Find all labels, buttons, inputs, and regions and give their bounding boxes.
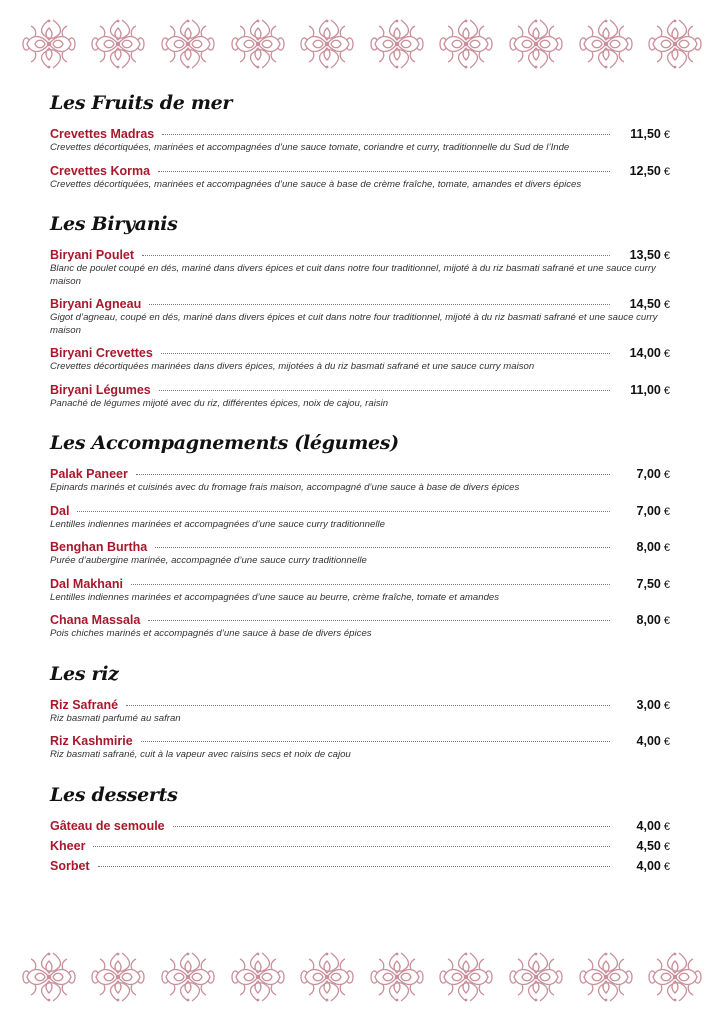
ornament-icon xyxy=(369,951,425,1003)
ornament-icon xyxy=(369,18,425,70)
item-name: Benghan Burtha xyxy=(50,540,148,554)
menu-item xyxy=(50,504,670,532)
item-description: Gigot d’agneau, coupé en dés, mariné dans divers épices et cuit dans notre four traditionnel, mijoté à du riz basmati safrané et une sauce curry maison xyxy=(50,312,658,336)
ornament-icon xyxy=(438,951,494,1003)
item-price: 4,00 € xyxy=(636,734,670,748)
ornament-icon xyxy=(21,951,77,1003)
leader-dots xyxy=(126,704,610,706)
ornament-icon xyxy=(90,18,146,70)
leader-dots xyxy=(148,619,610,621)
leader-dots xyxy=(131,583,610,585)
item-name: Gâteau de semoule xyxy=(50,818,165,833)
ornament-icon xyxy=(508,951,564,1003)
section-accompagnements xyxy=(50,432,670,641)
leader-dots xyxy=(173,825,610,827)
menu-item xyxy=(50,127,670,155)
menu-item xyxy=(50,540,670,568)
ornament-icon xyxy=(230,951,286,1003)
ornament-icon xyxy=(90,951,146,1003)
ornament-icon xyxy=(438,18,494,70)
section-title: Les riz xyxy=(50,662,119,685)
menu-item xyxy=(50,467,670,495)
leader-dots xyxy=(158,170,610,172)
item-description: Crevettes décortiquées, marinées et accompagnées d’une sauce à base de crème fraîche, tomate, amandes et divers épices xyxy=(50,178,582,190)
item-name: Biryani Crevettes xyxy=(50,346,153,360)
bottom-ornament-border xyxy=(0,951,724,1003)
item-name: Biryani Légumes xyxy=(50,382,151,397)
item-name: Palak Paneer xyxy=(50,467,128,481)
item-description: Epinards marinés et cuisinés avec du fromage frais maison, accompagné d’une sauce à base de divers épices xyxy=(50,482,520,493)
ornament-icon xyxy=(647,18,703,70)
leader-dots xyxy=(142,254,610,256)
leader-dots xyxy=(155,546,610,548)
menu-item xyxy=(50,613,670,641)
item-name: Chana Massala xyxy=(50,613,141,627)
leader-dots xyxy=(98,865,610,867)
leader-dots xyxy=(161,352,610,354)
item-name: Crevettes Madras xyxy=(50,127,155,141)
item-name: Sorbet xyxy=(50,858,90,873)
section-desserts xyxy=(50,784,670,873)
item-price: 7,00 € xyxy=(636,467,670,481)
item-name: Riz Safrané xyxy=(50,697,119,712)
menu-item xyxy=(50,839,670,853)
leader-dots xyxy=(77,510,610,512)
item-price: 12,50 € xyxy=(629,163,670,178)
item-description: Lentilles indiennes marinées et accompagnées d’une sauce curry traditionnelle xyxy=(50,518,385,530)
ornament-icon xyxy=(230,18,286,70)
ornament-icon xyxy=(508,18,564,70)
item-description: Riz basmati parfumé au safran xyxy=(50,712,181,724)
leader-dots xyxy=(136,473,610,475)
item-price: 11,50 € xyxy=(630,127,670,141)
item-name: Biryani Poulet xyxy=(50,248,135,262)
menu-item xyxy=(50,577,670,605)
section-riz xyxy=(50,663,670,762)
ornament-icon xyxy=(21,18,77,70)
item-description: Pois chiches marinés et accompagnés d’une sauce à base de divers épices xyxy=(50,628,372,639)
menu-item xyxy=(50,698,670,726)
item-price: 7,50 € xyxy=(636,576,670,591)
ornament-icon xyxy=(647,951,703,1003)
item-description: Blanc de poulet coupé en dés, mariné dans divers épices et cuit dans notre four traditionnel, mijoté à du riz basmati safrané et une sauce curry maison xyxy=(50,263,656,287)
item-description: Panaché de légumes mijoté avec du riz, différentes épices, noix de cajou, raisin xyxy=(50,397,389,409)
leader-dots xyxy=(93,845,610,847)
item-description: Riz basmati safrané, cuit à la vapeur avec raisins secs et noix de cajou xyxy=(50,749,351,760)
menu-item xyxy=(50,859,670,873)
item-name: Dal xyxy=(50,503,70,518)
leader-dots xyxy=(149,303,610,305)
section-biryanis xyxy=(50,213,670,410)
item-price: 3,00 € xyxy=(636,697,670,712)
ornament-icon xyxy=(578,18,634,70)
leader-dots xyxy=(159,389,610,391)
item-description: Crevettes décortiquées, marinées et accompagnées d’une sauce tomate, coriandre et curry, traditionnelle du Sud de l’Inde xyxy=(50,142,570,153)
section-title: Les desserts xyxy=(50,783,178,806)
item-description: Crevettes décortiquées marinées dans divers épices, mijotées à du riz basmati safrané et une sauce curry maison xyxy=(50,361,535,372)
menu-item xyxy=(50,297,670,337)
item-price: 11,00 € xyxy=(630,382,670,397)
item-price: 8,00 € xyxy=(636,540,670,554)
item-name: Crevettes Korma xyxy=(50,163,151,178)
item-price: 13,50 € xyxy=(629,248,670,262)
item-price: 4,00 € xyxy=(636,818,670,833)
leader-dots xyxy=(162,133,610,135)
item-name: Kheer xyxy=(50,838,86,853)
ornament-icon xyxy=(578,951,634,1003)
ornament-icon xyxy=(160,18,216,70)
item-name: Dal Makhani xyxy=(50,576,123,591)
item-price: 8,00 € xyxy=(636,613,670,627)
item-price: 14,00 € xyxy=(629,346,670,360)
item-name: Biryani Agneau xyxy=(50,297,142,311)
menu-item xyxy=(50,734,670,762)
menu-item xyxy=(50,164,670,192)
item-price: 7,00 € xyxy=(636,503,670,518)
ornament-icon xyxy=(299,18,355,70)
top-ornament-border xyxy=(0,18,724,70)
menu-item xyxy=(50,383,670,411)
section-title: Les Fruits de mer xyxy=(50,92,233,114)
leader-dots xyxy=(141,740,610,742)
ornament-icon xyxy=(160,951,216,1003)
item-name: Riz Kashmirie xyxy=(50,734,133,748)
menu-content xyxy=(50,92,670,879)
item-description: Purée d’aubergine marinée, accompagnée d’une sauce curry traditionnelle xyxy=(50,555,367,566)
item-description: Lentilles indiennes marinées et accompagnées d’une sauce au beurre, crème fraîche, tomate et amandes xyxy=(50,591,500,603)
item-price: 4,50 € xyxy=(636,838,670,853)
section-fruits-de-mer xyxy=(50,92,670,191)
menu-item xyxy=(50,248,670,288)
section-title: Les Biryanis xyxy=(50,213,178,235)
ornament-icon xyxy=(299,951,355,1003)
item-price: 14,50 € xyxy=(629,297,670,311)
menu-item xyxy=(50,819,670,833)
section-title: Les Accompagnements (légumes) xyxy=(50,432,399,454)
item-price: 4,00 € xyxy=(636,858,670,873)
menu-item xyxy=(50,346,670,374)
